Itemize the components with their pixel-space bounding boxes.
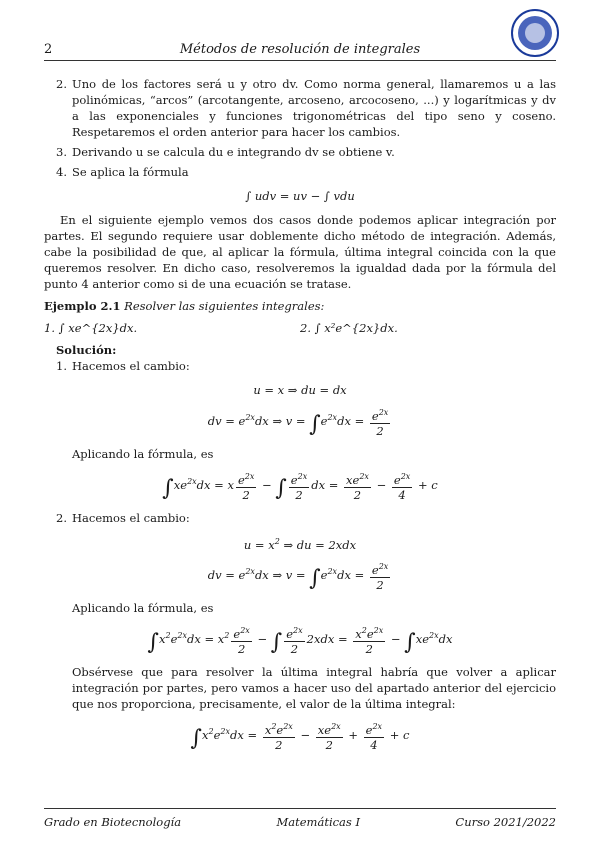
- header-rule: [44, 60, 556, 61]
- step-2: 2. Uno de los factores será u y otro dv. Como norma general, llamaremos u a las polinómicas, “arcos” (arcotangente, arcoseno, arcocoseno, ...) y logarítmicas y dv a las exponenciales y funciones trigonométricas del tipo seno y coseno. Respetaremos el orden anterior para hacer los cambios.: [56, 77, 556, 139]
- parts-formula: ∫ udv = uv − ∫ vdu: [245, 189, 355, 203]
- example-item-1: 1. ∫ xe^{2x}dx.: [44, 321, 138, 335]
- example-heading: Ejemplo 2.1 Resolver las siguientes integrales:: [44, 299, 325, 313]
- example-items: [44, 320, 556, 336]
- footer-rule: [44, 808, 556, 809]
- solution-1: 1. Hacemos el cambio:: [56, 359, 190, 373]
- solution-2-eq-a: $u = x^2$ ⇒ du = 2xdx: [243, 536, 357, 552]
- footer-year: Curso 2021/2022: [455, 815, 556, 829]
- solution-2-apply: Aplicando la fórmula, es: [72, 601, 214, 616]
- solution-2: 2. Hacemos el cambio:: [56, 510, 190, 525]
- running-title: Métodos de resolución de integrales: [179, 42, 421, 57]
- footer-degree: Grado en Biotecnología: [44, 815, 182, 829]
- solution-2-eq-b: dv = $e^{2x}dx$ ⇒ $v = \int e^{2x}dx$ = $\frac{e^{2x}}{2}$: [207, 562, 389, 593]
- final-result: $\int x^2e^{2x}dx$ = $\frac{x^2e^{2x}}{2}$ − $\frac{xe^{2x}}{2}$ + $\frac{e^{2x}}{4}$ + c: [190, 722, 410, 752]
- step-4: 4. Se aplica la fórmula: [56, 165, 189, 179]
- solution-1-eq-b: dv = $e^{2x}dx$ ⇒ $v = \int e^{2x}dx$ = $\frac{e^{2x}}{2}$: [207, 408, 389, 438]
- footer-course: Matemáticas I: [276, 815, 361, 829]
- main-content: [44, 76, 556, 760]
- page-header: [44, 38, 556, 60]
- example-item-2: 2. ∫ x²e^{2x}dx.: [300, 321, 398, 335]
- solution-1-eq-a: u = x ⇒ du = dx: [253, 383, 347, 397]
- page-footer: [44, 808, 556, 829]
- solution-1-result: $\int xe^{2x}dx = x$ $\frac{e^{2x}}{2}$ − ∫ $\frac{e^{2x}}{2}$ dx = $\frac{xe^{2x}}{2}$ − $\frac{e^{2x}}{4}$ + c: [162, 471, 438, 502]
- intro-paragraph: En el siguiente ejemplo vemos dos casos donde podemos aplicar integración por partes. El segundo requiere usar doblemente dicho método de integración. Además, cabe la posibilidad de que, al aplicar la fórmula, última integral coincida con la que queremos resolver. En dicho caso, resolveremos la igualdad dada por la fórmula del punto 4 anterior como si de una ecuación se tratase.: [44, 213, 556, 291]
- solution-2-result: $\int x^2e^{2x}dx = x^2$ $\frac{e^{2x}}{2}$ − ∫ $\frac{e^{2x}}{2}$ 2xdx = $\frac{x^2e^{2x}}{2}$ − $\int xe^{2x}dx$: [147, 626, 453, 657]
- university-seal-icon: [510, 8, 560, 58]
- step-3: 3. Derivando u se calcula du e integrando dv se obtiene v.: [56, 145, 395, 159]
- solution-1-apply: Aplicando la fórmula, es: [72, 446, 214, 461]
- page-number: 2: [44, 42, 53, 57]
- note-paragraph: Obsérvese que para resolver la última integral habría que volver a aplicar integración por partes, pero vamos a hacer uso del apartado anterior del ejercicio que nos proporciona, precisamente, el valor de la última integral:: [72, 665, 556, 712]
- solution-label: Solución:: [56, 343, 117, 357]
